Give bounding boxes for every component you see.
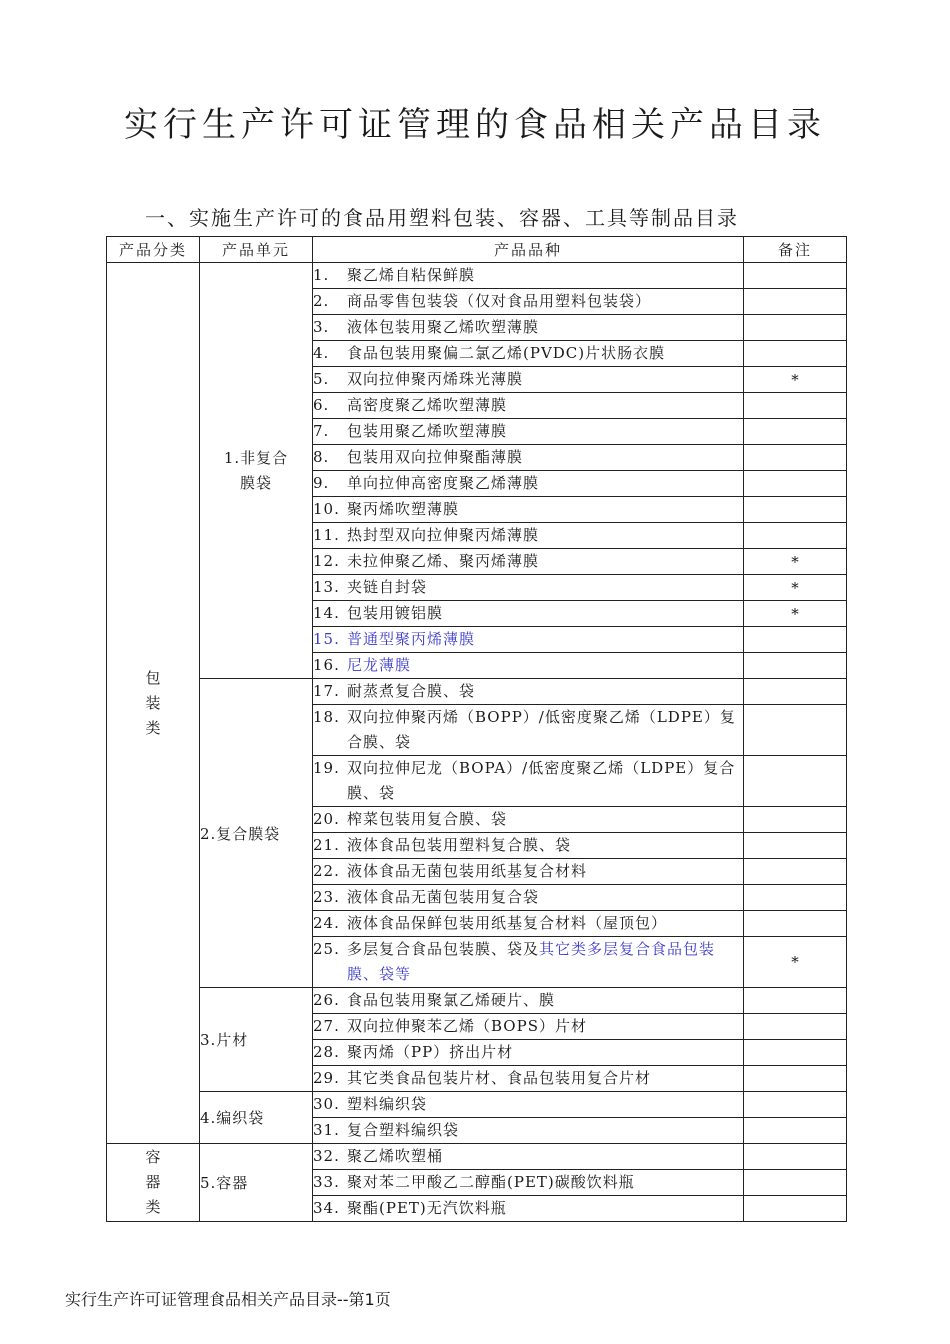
note-cell — [744, 653, 847, 679]
header-unit: 产品单元 — [200, 237, 313, 263]
note-cell — [744, 1040, 847, 1066]
section-title: 一、实施生产许可的食品用塑料包装、容器、工具等制品目录 — [145, 206, 739, 230]
product-item: 6. 高密度聚乙烯吹塑薄膜 — [313, 393, 744, 419]
note-cell — [744, 419, 847, 445]
product-item: 17. 耐蒸煮复合膜、袋 — [313, 679, 744, 705]
product-item: 31. 复合塑料编织袋 — [313, 1118, 744, 1144]
product-item: 18. 双向拉伸聚丙烯（BOPP）/低密度聚乙烯（LDPE）复 合膜、袋 — [313, 705, 744, 756]
category-packaging: 包装类 — [107, 263, 200, 1144]
note-cell — [744, 1170, 847, 1196]
table-row — [107, 988, 847, 1014]
product-item: 10. 聚丙烯吹塑薄膜 — [313, 497, 744, 523]
page-footer: 实行生产许可证管理食品相关产品目录--第1页 — [65, 1290, 391, 1309]
product-item: 7. 包装用聚乙烯吹塑薄膜 — [313, 419, 744, 445]
product-item: 13. 夹链自封袋 — [313, 575, 744, 601]
product-item: 33. 聚对苯二甲酸乙二醇酯(PET)碳酸饮料瓶 — [313, 1170, 744, 1196]
table-row — [107, 1092, 847, 1118]
product-item: 23. 液体食品无菌包装用复合袋 — [313, 885, 744, 911]
product-item: 26. 食品包装用聚氯乙烯硬片、膜 — [313, 988, 744, 1014]
note-cell — [744, 497, 847, 523]
product-item: 2. 商品零售包装袋（仅对食品用塑料包装袋） — [313, 289, 744, 315]
unit-non-composite-film-bag: 1.非复合膜袋 — [200, 263, 313, 679]
note-cell — [744, 1066, 847, 1092]
product-item: 32. 聚乙烯吹塑桶 — [313, 1144, 744, 1170]
note-cell — [744, 445, 847, 471]
unit-woven-bag: 4.编织袋 — [200, 1092, 313, 1144]
note-cell — [744, 471, 847, 497]
note-cell — [744, 289, 847, 315]
note-cell: * — [744, 575, 847, 601]
product-item: 22. 液体食品无菌包装用纸基复合材料 — [313, 859, 744, 885]
note-cell — [744, 627, 847, 653]
product-catalog-table — [106, 236, 847, 1222]
header-note: 备注 — [744, 237, 847, 263]
note-cell — [744, 911, 847, 937]
note-cell — [744, 833, 847, 859]
note-cell — [744, 1118, 847, 1144]
note-cell — [744, 1014, 847, 1040]
product-item: 9. 单向拉伸高密度聚乙烯薄膜 — [313, 471, 744, 497]
product-item: 20. 榨菜包装用复合膜、袋 — [313, 807, 744, 833]
product-item: 34. 聚酯(PET)无汽饮料瓶 — [313, 1196, 744, 1222]
note-cell — [744, 1196, 847, 1222]
note-cell — [744, 315, 847, 341]
product-item: 8. 包装用双向拉伸聚酯薄膜 — [313, 445, 744, 471]
table-row — [107, 263, 847, 289]
unit-sheet: 3.片材 — [200, 988, 313, 1092]
note-cell: * — [744, 937, 847, 988]
note-cell: * — [744, 601, 847, 627]
table-header-row — [107, 237, 847, 263]
product-item: 15. 普通型聚丙烯薄膜 — [313, 627, 744, 653]
note-cell — [744, 263, 847, 289]
header-category: 产品分类 — [107, 237, 200, 263]
product-item: 28. 聚丙烯（PP）挤出片材 — [313, 1040, 744, 1066]
note-cell — [744, 679, 847, 705]
product-item: 21. 液体食品包装用塑料复合膜、袋 — [313, 833, 744, 859]
product-item: 29. 其它类食品包装片材、食品包装用复合片材 — [313, 1066, 744, 1092]
note-cell — [744, 341, 847, 367]
note-cell — [744, 988, 847, 1014]
table-row — [107, 1144, 847, 1170]
product-item: 25. 多层复合食品包装膜、袋及其它类多层复合食品包装 膜、袋等 — [313, 937, 744, 988]
table-row — [107, 679, 847, 705]
note-cell — [744, 393, 847, 419]
page-title: 实行生产许可证管理的食品相关产品目录 — [124, 105, 826, 145]
product-item: 5. 双向拉伸聚丙烯珠光薄膜 — [313, 367, 744, 393]
product-item: 19. 双向拉伸尼龙（BOPA）/低密度聚乙烯（LDPE）复合 膜、袋 — [313, 756, 744, 807]
note-cell — [744, 756, 847, 807]
note-cell — [744, 1144, 847, 1170]
product-item: 16. 尼龙薄膜 — [313, 653, 744, 679]
product-item: 30. 塑料编织袋 — [313, 1092, 744, 1118]
product-item: 1. 聚乙烯自粘保鲜膜 — [313, 263, 744, 289]
product-item: 3. 液体包装用聚乙烯吹塑薄膜 — [313, 315, 744, 341]
product-item: 12. 未拉伸聚乙烯、聚丙烯薄膜 — [313, 549, 744, 575]
product-item: 11. 热封型双向拉伸聚丙烯薄膜 — [313, 523, 744, 549]
unit-container: 5.容器 — [200, 1144, 313, 1222]
unit-composite-film-bag: 2.复合膜袋 — [200, 679, 313, 988]
product-item: 14. 包装用镀铝膜 — [313, 601, 744, 627]
product-item: 4. 食品包装用聚偏二氯乙烯(PVDC)片状肠衣膜 — [313, 341, 744, 367]
note-cell — [744, 523, 847, 549]
note-cell — [744, 705, 847, 756]
note-cell: * — [744, 367, 847, 393]
note-cell — [744, 807, 847, 833]
note-cell — [744, 859, 847, 885]
note-cell — [744, 885, 847, 911]
product-item: 24. 液体食品保鲜包装用纸基复合材料（屋顶包） — [313, 911, 744, 937]
category-container: 容器类 — [107, 1144, 200, 1222]
note-cell: * — [744, 549, 847, 575]
note-cell — [744, 1092, 847, 1118]
product-item: 27. 双向拉伸聚苯乙烯（BOPS）片材 — [313, 1014, 744, 1040]
header-variety: 产品品种 — [313, 237, 744, 263]
